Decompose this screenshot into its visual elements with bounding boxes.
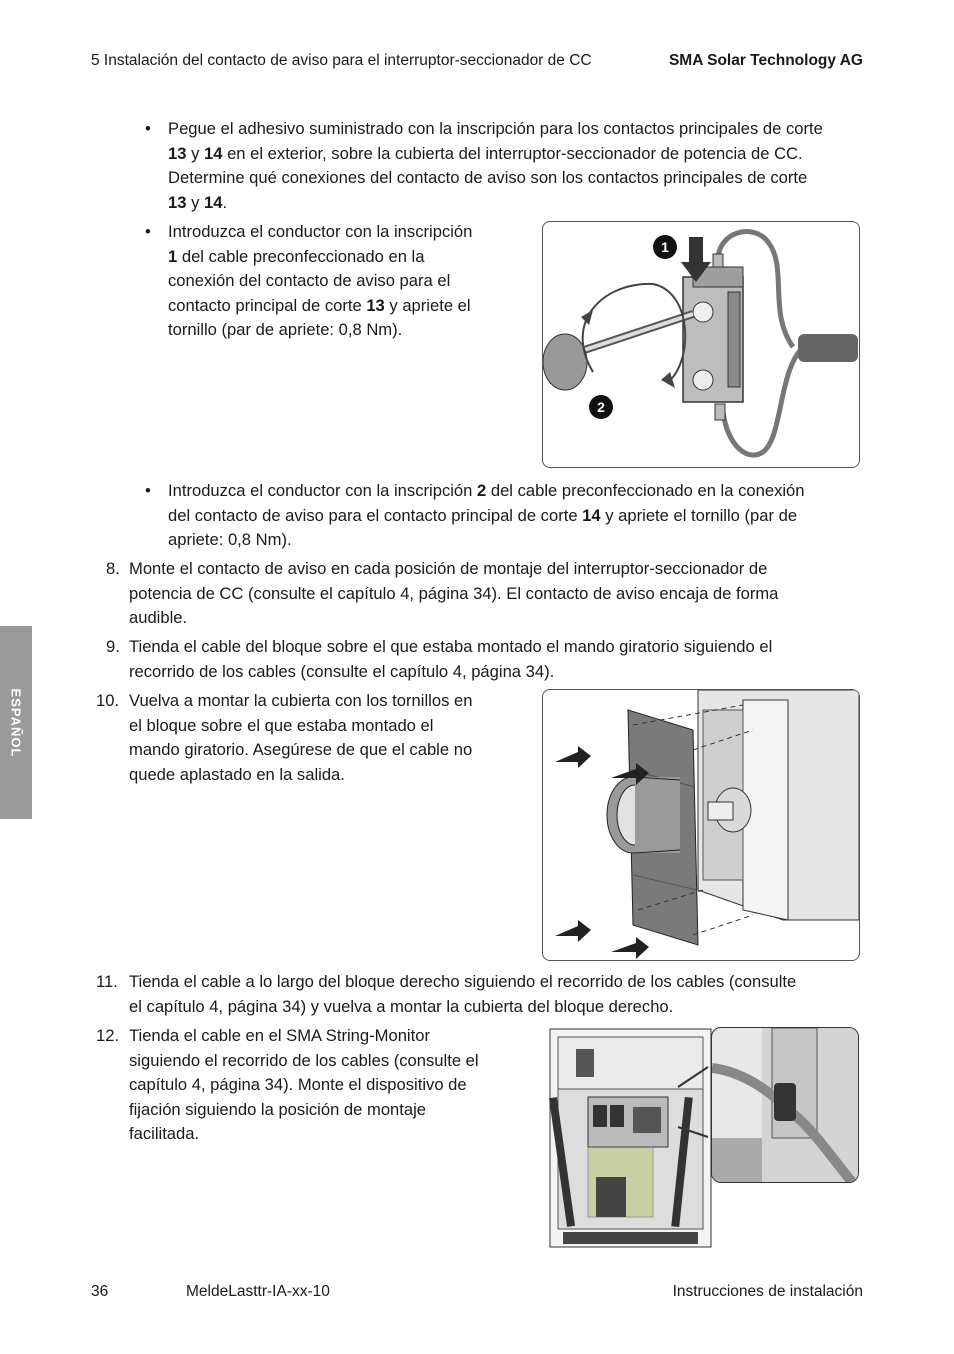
step-number: 11. <box>96 972 118 991</box>
bullet-text-1: Pegue el adhesivo suministrado con la inscripción para los contactos principales de corte 13 y 14 en el exterior, sobre la cubierta del interruptor-seccionador de potencia de CC. Determine qué conexiones del contacto de aviso son los contactos principales de corte 13 y 14. <box>168 119 823 212</box>
callout-2: 2 <box>597 399 605 415</box>
bullet-marker: • <box>145 481 151 500</box>
header-company: SMA Solar Technology AG <box>668 52 863 69</box>
page-number: 36 <box>91 1283 109 1300</box>
bullet-marker: • <box>145 119 151 138</box>
document-title: Instrucciones de instalación <box>672 1283 863 1300</box>
bullet-marker: • <box>145 222 151 241</box>
step-number: 10. <box>96 691 120 710</box>
callout-1: 1 <box>661 239 669 255</box>
step-8-text: Monte el contacto de aviso en cada posición de montaje del interruptor-seccionador de potencia de CC (consulte el capítulo 4, página 34). El contacto de aviso encaja de forma audible. <box>129 559 779 628</box>
figure-cover-mounting <box>542 689 860 961</box>
bullet-text-2: Introduzca el conductor con la inscripción 1 del cable preconfeccionado en la conexión del contacto de aviso para el contacto principal de corte 13 y apriete el tornillo (par de apriete: 0,8 Nm). <box>168 222 473 340</box>
step-number: 8. <box>106 559 120 578</box>
step-9-text: Tienda el cable del bloque sobre el que estaba montado el mando giratorio siguiendo el recorrido de los cables (consulte el capítulo 4, página 34). <box>129 637 773 681</box>
step-12-text: Tienda el cable en el SMA String-Monitor siguiendo el recorrido de los cables (consulte el capítulo 4, página 34). Monte el dispositivo de fijación siguiendo la posición de montaje facilitada. <box>129 1026 479 1144</box>
step-11-text: Tienda el cable a lo largo del bloque derecho siguiendo el recorrido de los cables (consulte el capítulo 4, página 34) y vuelva a montar la cubierta del bloque derecho. <box>129 972 797 1016</box>
language-tab: ESPAÑOL <box>0 626 32 819</box>
figure-signal-contact-wiring <box>542 221 860 468</box>
document-id: MeldeLasttr-IA-xx-10 <box>186 1283 330 1300</box>
step-number: 12. <box>96 1026 120 1045</box>
figure-string-monitor <box>548 1027 713 1249</box>
step-10-text: Vuelva a montar la cubierta con los tornillos en el bloque sobre el que estaba montado el mando giratorio. Asegúrese de que el cable no quede aplastado en la salida. <box>129 691 473 784</box>
step-number: 9. <box>106 637 120 656</box>
figure-detail-fixation <box>711 1027 859 1183</box>
header-chapter: 5 Instalación del contacto de aviso para el interruptor-seccionador de CC <box>91 52 592 69</box>
bullet-text-3: Introduzca el conductor con la inscripción 2 del cable preconfeccionado en la conexión del contacto de aviso para el contacto principal de corte 14 y apriete el tornillo (par de apriete: 0,8 Nm). <box>168 481 805 550</box>
